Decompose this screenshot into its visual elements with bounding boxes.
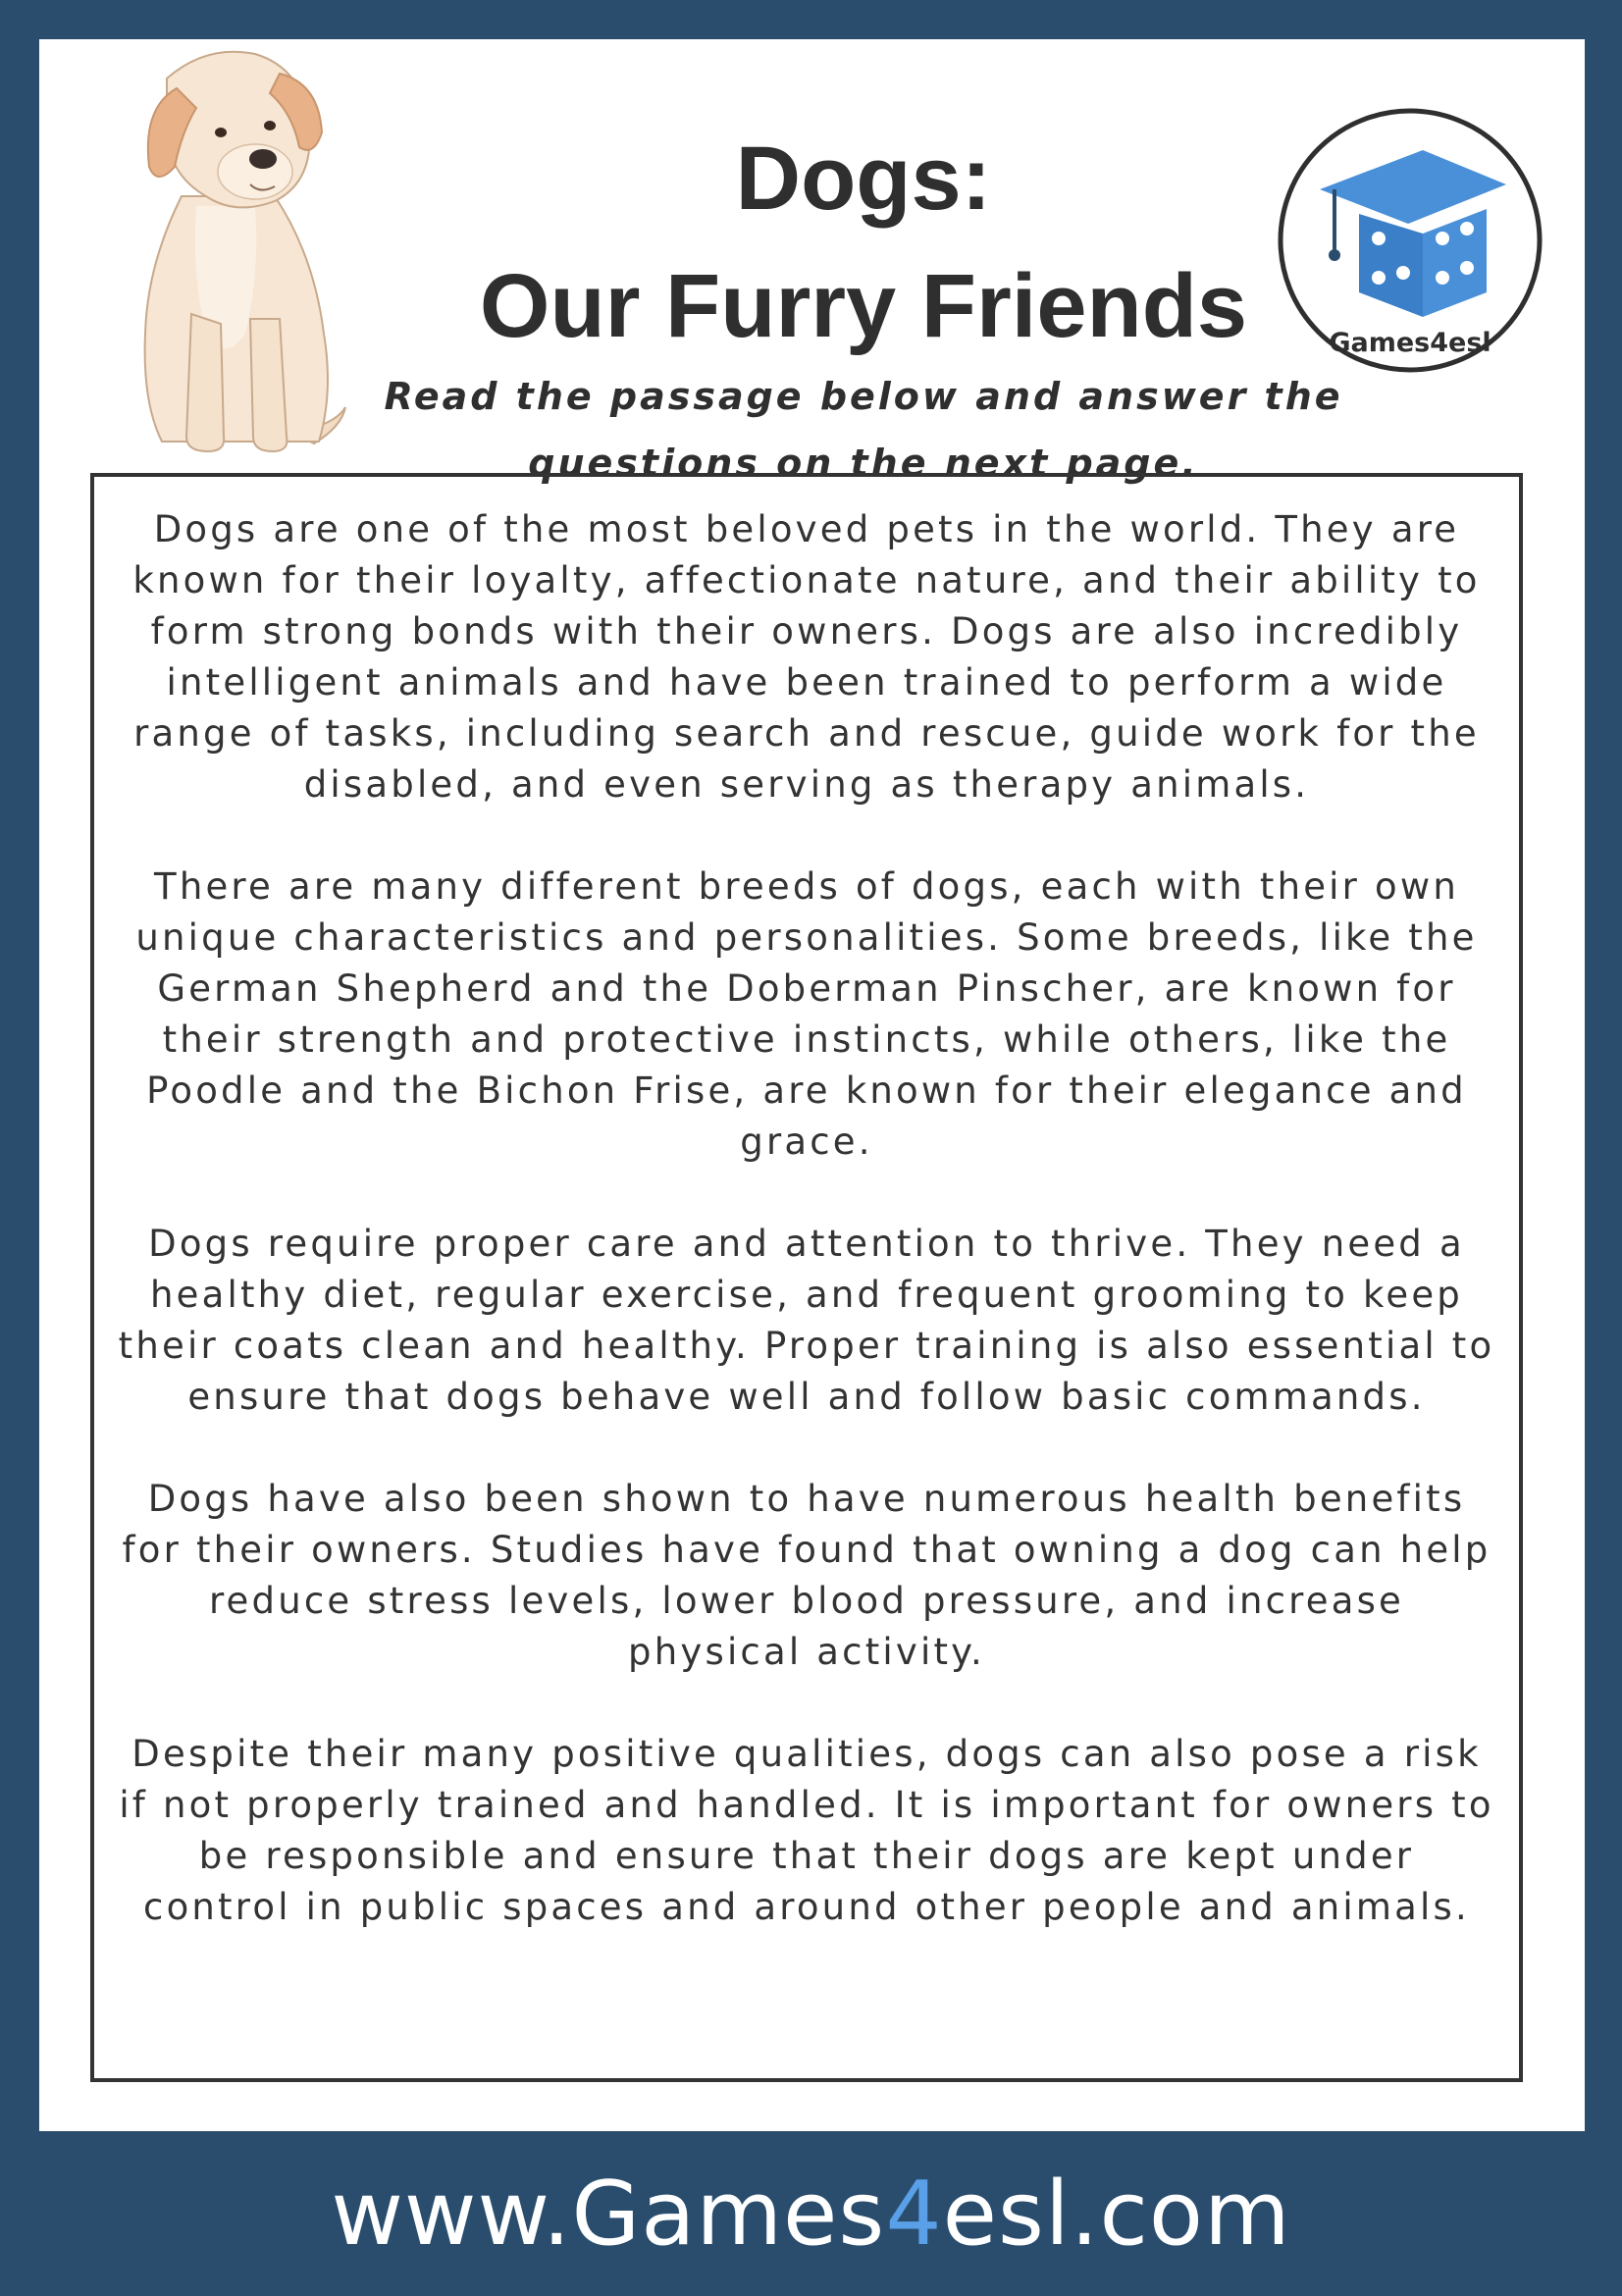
- passage-paragraph: Dogs have also been shown to have numerous health benefits for their owners. Studies have found that owning a dog can help reduce stress levels, lower blood pressure, and increase physical activity.: [122, 1478, 1491, 1673]
- passage-paragraph: Despite their many positive qualities, dogs can also pose a risk if not properly trained and handled. It is important for owners to be responsible and ensure that their dogs are kept under control in public spaces and around other people and animals.: [119, 1733, 1494, 1928]
- footer-url-prefix: www.Games: [331, 2162, 886, 2266]
- page-title-line-1: Dogs:: [735, 129, 992, 229]
- instructions-text: Read the passage below and answer the questions on the next page.: [384, 375, 1343, 485]
- reading-passage: [90, 473, 1523, 2082]
- passage-paragraph: Dogs are one of the most beloved pets in the world. They are known for their loyalty, affectionate nature, and their ability to form strong bonds with their owners. Dogs are also incredibly intelligent animals and have been trained to perform a wide range of tasks, including search and rescue, guide work for the disabled, and even serving as therapy animals.: [132, 508, 1481, 806]
- footer-url-accent: 4: [885, 2162, 943, 2266]
- logo-text: Games4esl: [1329, 328, 1491, 358]
- page-title-line-2: Our Furry Friends: [479, 256, 1248, 356]
- footer-url-suffix: esl.com: [942, 2162, 1291, 2266]
- games4esl-logo: [1276, 106, 1544, 375]
- passage-paragraph: Dogs require proper care and attention to thrive. They need a healthy diet, regular exercise, and frequent grooming to keep their coats clean and healthy. Proper training is also essential to ensure that dogs behave well and follow basic commands.: [118, 1223, 1495, 1418]
- footer: [0, 2131, 1622, 2296]
- passage-paragraph: There are many different breeds of dogs, each with their own unique characteristics and personalities. Some breeds, like the German Shepherd and the Doberman Pinscher, are known for their strength and protective instincts, while others, like the Poodle and the Bichon Frise, are known for their elegance and grace.: [135, 865, 1478, 1163]
- worksheet-page: [39, 39, 1585, 2131]
- footer-website-link[interactable]: [331, 2163, 1290, 2266]
